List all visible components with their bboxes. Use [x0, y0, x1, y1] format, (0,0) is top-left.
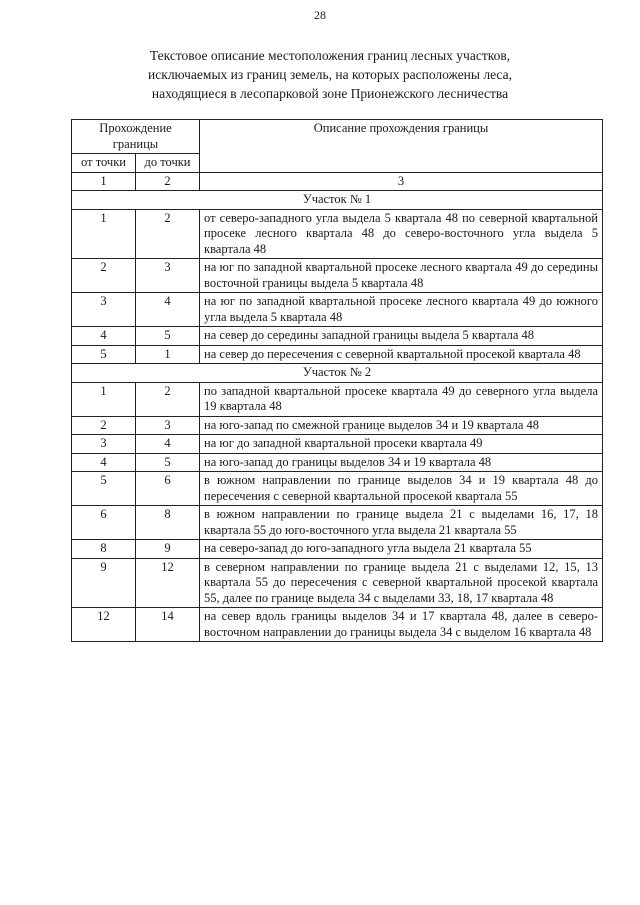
boundary-table [71, 119, 603, 642]
to-point-cell: 8 [136, 506, 200, 540]
table-header-row [72, 120, 603, 154]
table-body [72, 191, 603, 642]
description-cell: на юго-запад по смежной границе выделов 34 и 19 квартала 48 [200, 416, 603, 435]
to-point-cell: 14 [136, 608, 200, 642]
table-row [72, 506, 603, 540]
description-cell: от северо-западного угла выдела 5 квартала 48 по северной квартальной просеке лесного квартала 48 до северо-восточного угла выдела 5 квартала 48 [200, 209, 603, 259]
to-point-cell: 5 [136, 453, 200, 472]
description-cell: в северном направлении по границе выдела 21 с выделами 12, 15, 13 квартала 55 до пересечения с северной квартальной просекой квартала 55, далее по границе выдела 34 с выделами 33, 18, 17 квартала 48 [200, 558, 603, 608]
to-point-cell: 6 [136, 472, 200, 506]
to-point-cell: 3 [136, 259, 200, 293]
to-point-cell: 4 [136, 293, 200, 327]
header-boundary-passage [72, 120, 200, 154]
table-row [72, 540, 603, 559]
from-point-cell: 6 [72, 506, 136, 540]
from-point-cell: 5 [72, 345, 136, 364]
document-title [70, 46, 590, 103]
description-cell: на юг по западной квартальной просеке лесного квартала 49 до середины восточной границы выдела 5 квартала 48 [200, 259, 603, 293]
table-row [72, 453, 603, 472]
description-cell: по западной квартальной просеке квартала 49 до северного угла выдела 19 квартала 48 [200, 382, 603, 416]
table-row [72, 472, 603, 506]
from-point-cell: 12 [72, 608, 136, 642]
from-point-cell: 3 [72, 435, 136, 454]
description-cell: на юго-запад до границы выделов 34 и 19 квартала 48 [200, 453, 603, 472]
table-row [72, 558, 603, 608]
description-cell: на юг до западной квартальной просеки квартала 49 [200, 435, 603, 454]
from-point-cell: 4 [72, 327, 136, 346]
table-row [72, 608, 603, 642]
description-cell: в южном направлении по границе выделов 34 и 19 квартала 48 до пересечения с северной квартальной просекой квартала 55 [200, 472, 603, 506]
from-point-cell: 1 [72, 382, 136, 416]
from-point-cell: 9 [72, 558, 136, 608]
header-description: Описание прохождения границы [200, 120, 603, 173]
table-row [72, 416, 603, 435]
description-cell: на север вдоль границы выделов 34 и 17 квартала 48, далее в северо-восточном направлении до границы выдела 34 с выделом 16 квартала 48 [200, 608, 603, 642]
section-title: Участок № 2 [72, 364, 603, 383]
column-number: 3 [200, 172, 603, 191]
title-line: Текстовое описание местоположения границ лесных участков, [149, 48, 511, 63]
to-point-cell: 3 [136, 416, 200, 435]
from-point-cell: 2 [72, 416, 136, 435]
to-point-cell: 2 [136, 209, 200, 259]
to-point-cell: 2 [136, 382, 200, 416]
page-number: 28 [314, 8, 326, 22]
table-row [72, 345, 603, 364]
table-row [72, 259, 603, 293]
from-point-cell: 3 [72, 293, 136, 327]
from-point-cell: 5 [72, 472, 136, 506]
to-point-cell: 1 [136, 345, 200, 364]
description-cell: на северо-запад до юго-западного угла выдела 21 квартала 55 [200, 540, 603, 559]
description-cell: на север до середины западной границы выдела 5 квартала 48 [200, 327, 603, 346]
header-pass-line: Прохождение [99, 121, 172, 135]
from-point-cell: 8 [72, 540, 136, 559]
to-point-cell: 5 [136, 327, 200, 346]
column-number: 2 [136, 172, 200, 191]
from-point-cell: 4 [72, 453, 136, 472]
section-row [72, 364, 603, 383]
table-row [72, 435, 603, 454]
description-cell: в южном направлении по границе выдела 21 с выделами 16, 17, 18 квартала 55 до юго-восточного угла выдела 21 квартала 55 [200, 506, 603, 540]
section-title: Участок № 1 [72, 191, 603, 210]
table-row [72, 293, 603, 327]
to-point-cell: 12 [136, 558, 200, 608]
from-point-cell: 1 [72, 209, 136, 259]
table-row [72, 209, 603, 259]
table-row [72, 327, 603, 346]
table-row [72, 382, 603, 416]
header-to-point: до точки [136, 154, 200, 173]
header-pass-line: границы [112, 136, 159, 151]
description-cell: на юг по западной квартальной просеке лесного квартала 49 до южного угла выдела 5 квартала 48 [200, 293, 603, 327]
section-row [72, 191, 603, 210]
title-line: исключаемых из границ земель, на которых расположены леса, [148, 67, 512, 82]
description-cell: на север до пересечения с северной квартальной просекой квартала 48 [200, 345, 603, 364]
title-line: находящиеся в лесопарковой зоне Прионежского лесничества [151, 86, 509, 101]
header-from-point: от точки [72, 154, 136, 173]
from-point-cell: 2 [72, 259, 136, 293]
column-number-row [72, 172, 603, 191]
to-point-cell: 4 [136, 435, 200, 454]
column-number: 1 [72, 172, 136, 191]
to-point-cell: 9 [136, 540, 200, 559]
